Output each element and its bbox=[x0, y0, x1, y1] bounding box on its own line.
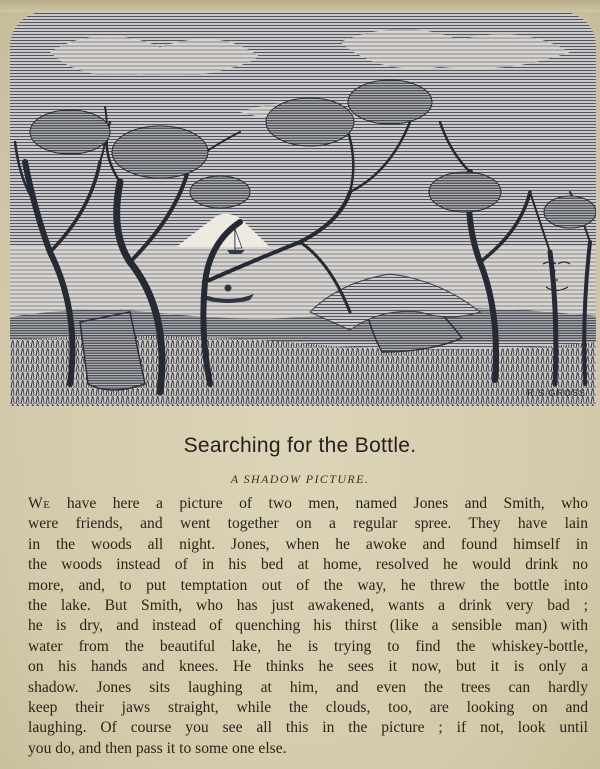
text-line: were friends, and went together on a regular spree. They have lain bbox=[28, 515, 588, 533]
text-line: more, and, to put temptation out of the way, he threw the bottle into bbox=[28, 576, 588, 594]
text-line: water from the beautiful lake, he is trying to find the whiskey-bottle, bbox=[28, 637, 588, 655]
text-line: keep their jaws straight, while the clouds, too, are looking on and bbox=[28, 699, 588, 717]
lake bbox=[10, 247, 596, 317]
text-line: you do, and then pass it to some one else. bbox=[28, 739, 287, 757]
page-top-edge bbox=[0, 0, 600, 12]
text-line: on his hands and knees. He thinks he sees it now, but it is only a bbox=[28, 658, 588, 676]
article-body bbox=[28, 494, 588, 759]
text-line: in the woods all night. Jones, when he awoke and found himself in bbox=[28, 535, 588, 553]
text-line: the lake. But Smith, who has just awakened, wants a drink very bad ; bbox=[28, 597, 588, 615]
artist-credit: R.S.GROSS bbox=[526, 388, 586, 398]
text-line: We have here a picture of two men, named Jones and Smith, who bbox=[28, 495, 588, 512]
text-line: shadow. Jones sits laughing at him, and even the trees can hardly bbox=[28, 678, 588, 696]
text-line: the woods instead of in his bed at home, resolved he would drink no bbox=[28, 556, 588, 574]
first-word: We bbox=[28, 495, 51, 512]
article-subtitle: A SHADOW PICTURE. bbox=[230, 472, 370, 486]
text-line: he is dry, and instead of quenching his thirst (like a sensible man) with bbox=[28, 617, 588, 635]
shadow-picture-engraving bbox=[10, 12, 596, 406]
text-line: laughing. Of course you see all this in the picture ; if not, look until bbox=[28, 719, 588, 737]
article-title: Searching for the Bottle. bbox=[183, 434, 417, 457]
